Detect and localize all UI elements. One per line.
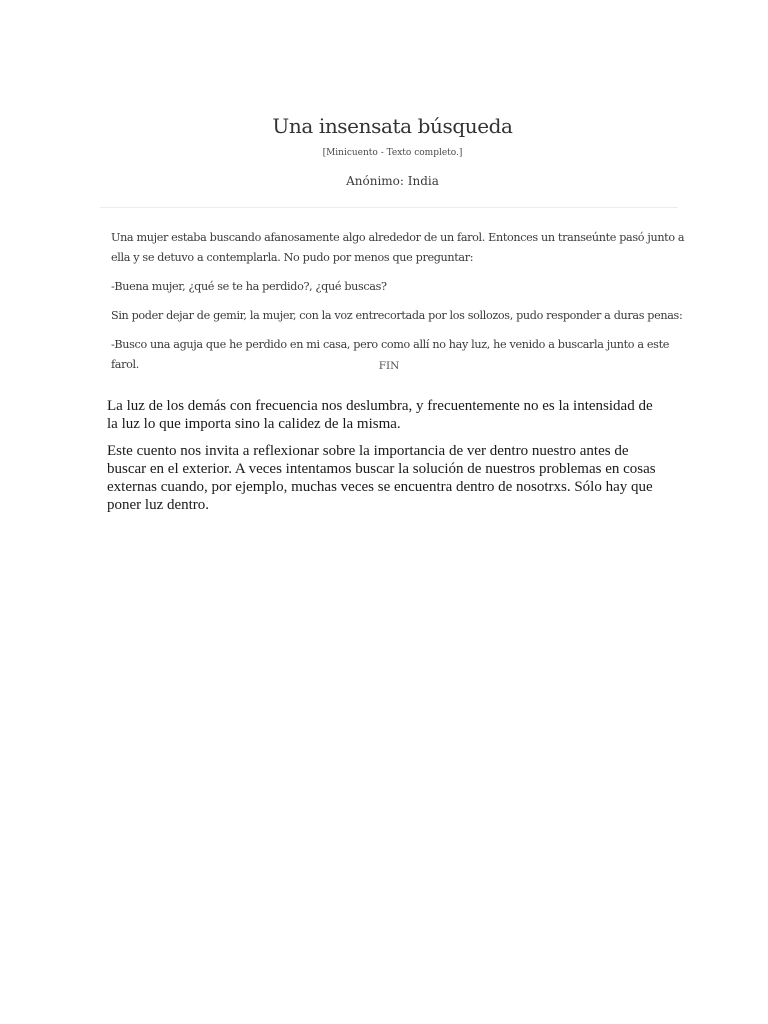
story-end-mark: FIN <box>378 360 400 372</box>
story-subtitle: [Minicuento - Texto completo.] <box>322 148 463 158</box>
story-clipping <box>100 108 685 380</box>
reflection-text <box>107 397 667 523</box>
story-paragraph: Una mujer estaba buscando afanosamente algo alrededor de un farol. Entonces un transeúnte pasó junto a ella y se detuvo a contemplarla. No pudo por menos que preguntar: <box>111 231 685 264</box>
story-paragraph: -Busco una aguja que he perdido en mi casa, pero como allí no hay luz, he venido a buscarla junto a este farol. <box>111 338 669 371</box>
story-author: Anónimo: India <box>346 174 439 188</box>
story-paragraph: Sin poder dejar de gemir, la mujer, con la voz entrecortada por los sollozos, pudo responder a duras penas: <box>111 309 683 322</box>
reflection-paragraph: La luz de los demás con frecuencia nos deslumbra, y frecuentemente no es la intensidad de la luz lo que importa sino la calidez de la misma. <box>107 398 653 432</box>
story-paragraph: -Buena mujer, ¿qué se te ha perdido?, ¿qué buscas? <box>111 280 387 293</box>
reflection-paragraph: Este cuento nos invita a reflexionar sobre la importancia de ver dentro nuestro antes de buscar en el exterior. A veces intentamos buscar la solución de nuestros problemas en cosas externas cuando, por ejemplo, muchas veces se encuentra dentro de nosotrxs. Sólo hay que poner luz dentro. <box>107 443 656 513</box>
divider <box>100 207 678 208</box>
story-title: Una insensata búsqueda <box>272 114 513 138</box>
